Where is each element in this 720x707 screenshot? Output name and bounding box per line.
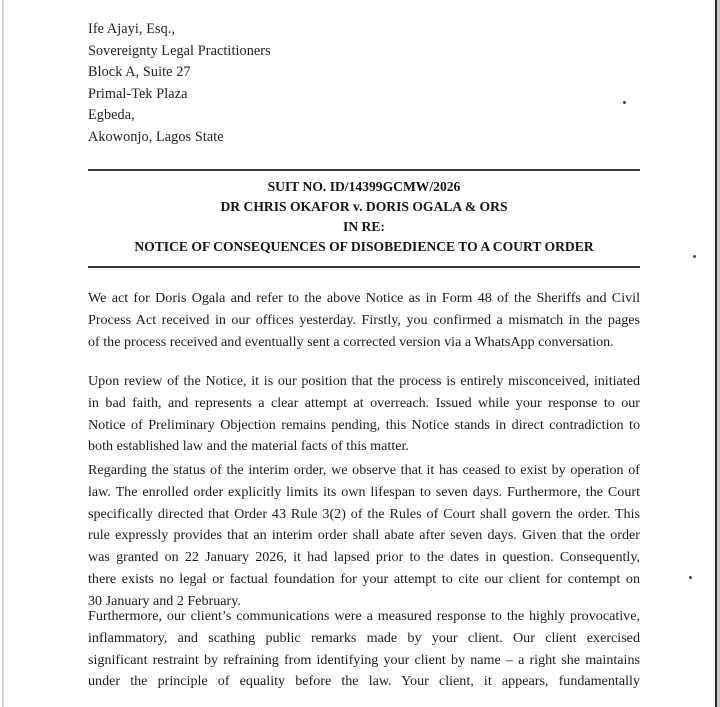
paragraph-line: in bad faith, and represents a clear attempt at overreach. Issued while your response to our [88, 394, 640, 411]
paragraph-line: law. The enrolled order explicitly limits its own lifespan to seven days. Furthermore, the Court [88, 483, 640, 500]
paragraph-line: Regarding the status of the interim order, we observe that it has ceased to exist by operation of [88, 462, 640, 478]
paragraph-line: We act for Doris Ogala and refer to the above Notice as in Form 48 of the Sheriffs and Civil [88, 290, 640, 306]
suit-number: SUIT NO. ID/14399GCMW/2026 [267, 179, 461, 194]
addressee-name: Ife Ajayi, Esq., [88, 21, 176, 37]
paragraph-line: rule expressly provides that an interim order shall abate after seven days. Given that the order [88, 527, 640, 544]
addressee-block [88, 19, 271, 148]
paragraph-line: Furthermore, our client’s communications were a measured response to the highly provocative, [88, 608, 640, 624]
paragraph-introduction [88, 288, 640, 353]
scan-speck [689, 576, 692, 579]
paragraph-line: inflammatory, and scathing public remarks made by your client. Our client exercised [88, 629, 640, 646]
paragraph-line: Upon review of the Notice, it is our position that the process is entirely misconceived, initiated [88, 373, 640, 389]
paragraph-line: there exists no legal or factual foundation for your attempt to cite our client for contempt on [88, 570, 640, 587]
scan-speck [623, 101, 626, 104]
addressee-city: Akowonjo, Lagos State [88, 128, 224, 145]
paragraph-communications [88, 606, 640, 693]
paragraph-line: of the process received and eventually sent a corrected version via a WhatsApp conversation. [88, 333, 614, 350]
paragraph-line: under the principle of equality before the law. Your client, it appears, fundamentally [88, 673, 640, 690]
heading-bottom-rule [88, 266, 640, 268]
paragraph-line: 30 January and 2 February. [88, 592, 241, 609]
paragraph-line: both established law and the material facts of this matter. [88, 438, 409, 455]
in-re-label: IN RE: [343, 219, 385, 234]
paragraph-position [88, 371, 640, 458]
paragraph-line: significant restraint by refraining from identifying your client by name – a right she maintains [88, 651, 640, 668]
addressee-firm: Sovereignty Legal Practitioners [88, 42, 271, 59]
page-left-edge [2, 0, 4, 707]
paragraph-line: was granted on 22 January 2026, it had lapsed prior to the dates in question. Consequently, [88, 549, 640, 566]
heading-top-rule [88, 169, 640, 171]
paragraph-interim-order [88, 460, 640, 613]
case-parties: DR CHRIS OKAFOR v. DORIS OGALA & ORS [220, 199, 508, 214]
paragraph-line: Notice of Preliminary Objection remains pending, this Notice stands in direct contradiction to [88, 416, 640, 433]
scan-speck [693, 255, 696, 258]
paragraph-line: specifically directed that Order 43 Rule 3(2) of the Rules of Court shall govern the order. This [88, 505, 640, 522]
paragraph-line: Process Act received in our offices yesterday. Firstly, you confirmed a mismatch in the pages [88, 311, 640, 328]
addressee-building: Primal-Tek Plaza [88, 85, 188, 102]
case-heading [88, 177, 640, 257]
addressee-suite: Block A, Suite 27 [88, 64, 191, 80]
addressee-area: Egbeda, [88, 107, 135, 123]
notice-subject: NOTICE OF CONSEQUENCES OF DISOBEDIENCE TO A COURT ORDER [134, 239, 594, 254]
